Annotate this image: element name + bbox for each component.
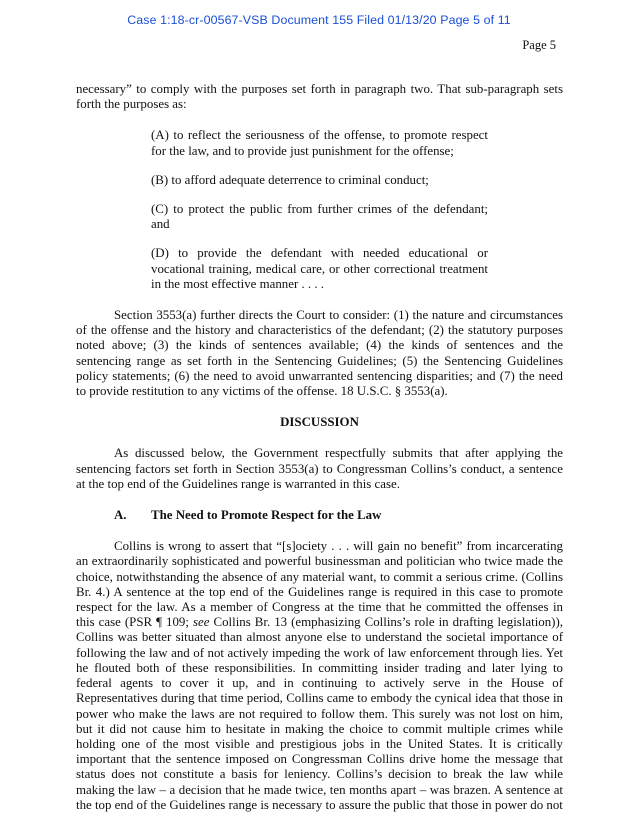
section-a-text-part2: Collins Br. 13 (emphasizing Collins’s role in drafting legislation)), Collins was better situated than almost anyone else to understand the societal importance of following the law and of not actively impeding the work of law enforcement through lies. Yet he flouted both of these responsibilities. In committing insider trading and later lying to federal agents to cover it up, and in continuing to actively serve in the House of Representatives during that time period, Collins came to embody the cynical idea that those in power who make the laws are not required to follow them. This surely was not lost on him, but it did not cause him to hesitate in making the choice to commit multiple crimes while holding one of the most visible and prestigious jobs in the United States. It is critically important that the sentence imposed on Congressman Collins drive home the message that status does not constitute a basis for leniency. Collins’s decision to break the law while making the law – a decision that he made twice, ten months apart – was brazen. A sentence at the top end of the Guidelines range is necessary to assure the public that those in power do not (76, 615, 563, 812)
discussion-paragraph: As discussed below, the Government respectfully submits that after applying the sentencing factors set forth in Section 3553(a) to Congressman Collins’s conduct, a sentence at the top end of the Guidelines range is warranted in this case. (76, 446, 563, 491)
section-a-heading (114, 508, 563, 523)
section-a-paragraph (76, 539, 563, 813)
discussion-heading: DISCUSSION (280, 415, 359, 430)
section-a-text-part1: Collins is wrong to assert that “[s]ociety . . . will gain no benefit” from incarcerating an extraordinarily sophisticated and powerful businessman and politician who twice made the choice, notwithstanding the absence of any material want, to commit a serious crime. (Collins Br. 4.) A sentence at the top end of the Guidelines range is required in this case to promote respect for the law. As a member of Congress at the time that he committed the offenses in this case (PSR ¶ 109; (76, 539, 563, 630)
quote-item-c: (C) to protect the public from further crimes of the defendant; and (151, 202, 488, 232)
section-a-title: The Need to Promote Respect for the Law (151, 508, 382, 523)
quote-item-d: (D) to provide the defendant with needed educational or vocational training, medical care, or other correctional treatment in the most effective manner . . . . (151, 246, 488, 291)
section-3553-paragraph: Section 3553(a) further directs the Court to consider: (1) the nature and circumstances of the offense and the history and characteristics of the defendant; (2) the statutory purposes noted above; (3) the kinds of sentences available; (4) the kinds of sentences and the sentencing range as set forth in the Sentencing Guidelines; (5) the Sentencing Guidelines policy statements; (6) the need to avoid unwarranted sentencing disparities; and (7) the need to provide restitution to any victims of the offense. 18 U.S.C. § 3553(a). (76, 308, 563, 399)
page-number: Page 5 (522, 38, 556, 52)
intro-paragraph: necessary” to comply with the purposes set forth in paragraph two. That sub-paragraph sets forth the purposes as: (76, 82, 563, 112)
section-a-letter: A. (114, 508, 127, 523)
citation-signal-see: see (192, 615, 210, 630)
quote-item-a: (A) to reflect the seriousness of the offense, to promote respect for the law, and to provide just punishment for the offense; (151, 128, 488, 158)
document-body (76, 82, 563, 813)
case-header-stamp: Case 1:18-cr-00567-VSB Document 155 Filed 01/13/20 Page 5 of 11 (127, 13, 511, 27)
quote-item-b: (B) to afford adequate deterrence to criminal conduct; (151, 172, 429, 187)
